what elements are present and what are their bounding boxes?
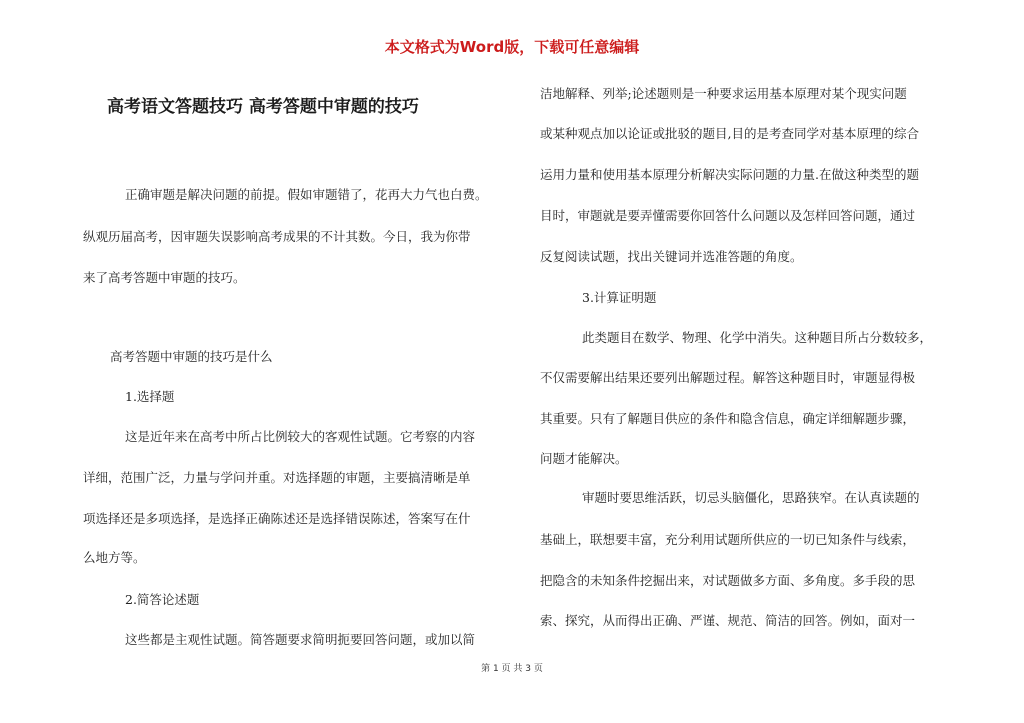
paragraph-line: 目时，审题就是要弄懂需要你回答什么问题以及怎样回答问题，通过	[540, 208, 916, 223]
subsection-heading: 2.简答论述题	[125, 592, 200, 607]
section-heading: 高考答题中审题的技巧是什么	[110, 349, 273, 364]
paragraph-line: 问题才能解决。	[540, 451, 628, 466]
paragraph-line: 洁地解释、列举;论述题则是一种要求运用基本原理对某个现实问题	[540, 86, 907, 101]
paragraph-line: 或某种观点加以论证或批驳的题目,目的是考查同学对基本原理的综合	[540, 126, 919, 141]
paragraph-line: 来了高考答题中审题的技巧。	[83, 270, 246, 285]
paragraph-line: 其重要。只有了解题目供应的条件和隐含信息，确定详细解题步骤，	[540, 411, 916, 426]
paragraph-line: 这些都是主观性试题。简答题要求简明扼要回答问题，或加以简	[125, 632, 476, 647]
paragraph-line: 不仅需要解出结果还要列出解题过程。解答这种题目时，审题显得极	[540, 370, 916, 385]
word-edit-banner: 本文格式为Word版，下载可任意编辑	[384, 38, 640, 56]
paragraph-line: 纵观历届高考，因审题失误影响高考成果的不计其数。今日，我为你带	[83, 229, 471, 244]
paragraph-line: 运用力量和使用基本原理分析解决实际问题的力量.在做这种类型的题	[540, 167, 919, 182]
document-title: 高考语文答题技巧 高考答题中审题的技巧	[107, 97, 419, 117]
page-number: 第 1 页 共 3 页	[481, 664, 543, 674]
paragraph-line: 详细，范围广泛，力量与学问并重。对选择题的审题，主要搞清晰是单	[83, 470, 471, 485]
paragraph-line: 基础上，联想要丰富，充分利用试题所供应的一切已知条件与线索，	[540, 532, 916, 547]
subsection-heading: 1.选择题	[125, 389, 175, 404]
paragraph-line: 索、探究，从而得出正确、严谨、规范、简洁的回答。例如，面对一	[540, 613, 916, 628]
paragraph-line: 正确审题是解决问题的前提。假如审题错了，花再大力气也白费。	[125, 187, 488, 202]
paragraph-line: 么地方等。	[83, 550, 146, 565]
paragraph-line: 此类题目在数学、物理、化学中消失。这种题目所占分数较多，	[582, 330, 933, 345]
paragraph-line: 项选择还是多项选择，是选择正确陈述还是选择错误陈述，答案写在什	[83, 511, 471, 526]
paragraph-line: 把隐含的未知条件挖掘出来，对试题做多方面、多角度。多手段的思	[540, 573, 916, 588]
subsection-heading: 3.计算证明题	[582, 290, 657, 305]
paragraph-line: 审题时要思维活跃，切忌头脑僵化，思路狭窄。在认真读题的	[582, 490, 920, 505]
paragraph-line: 反复阅读试题，找出关键词并选准答题的角度。	[540, 249, 803, 264]
paragraph-line: 这是近年来在高考中所占比例较大的客观性试题。它考察的内容	[125, 429, 476, 444]
